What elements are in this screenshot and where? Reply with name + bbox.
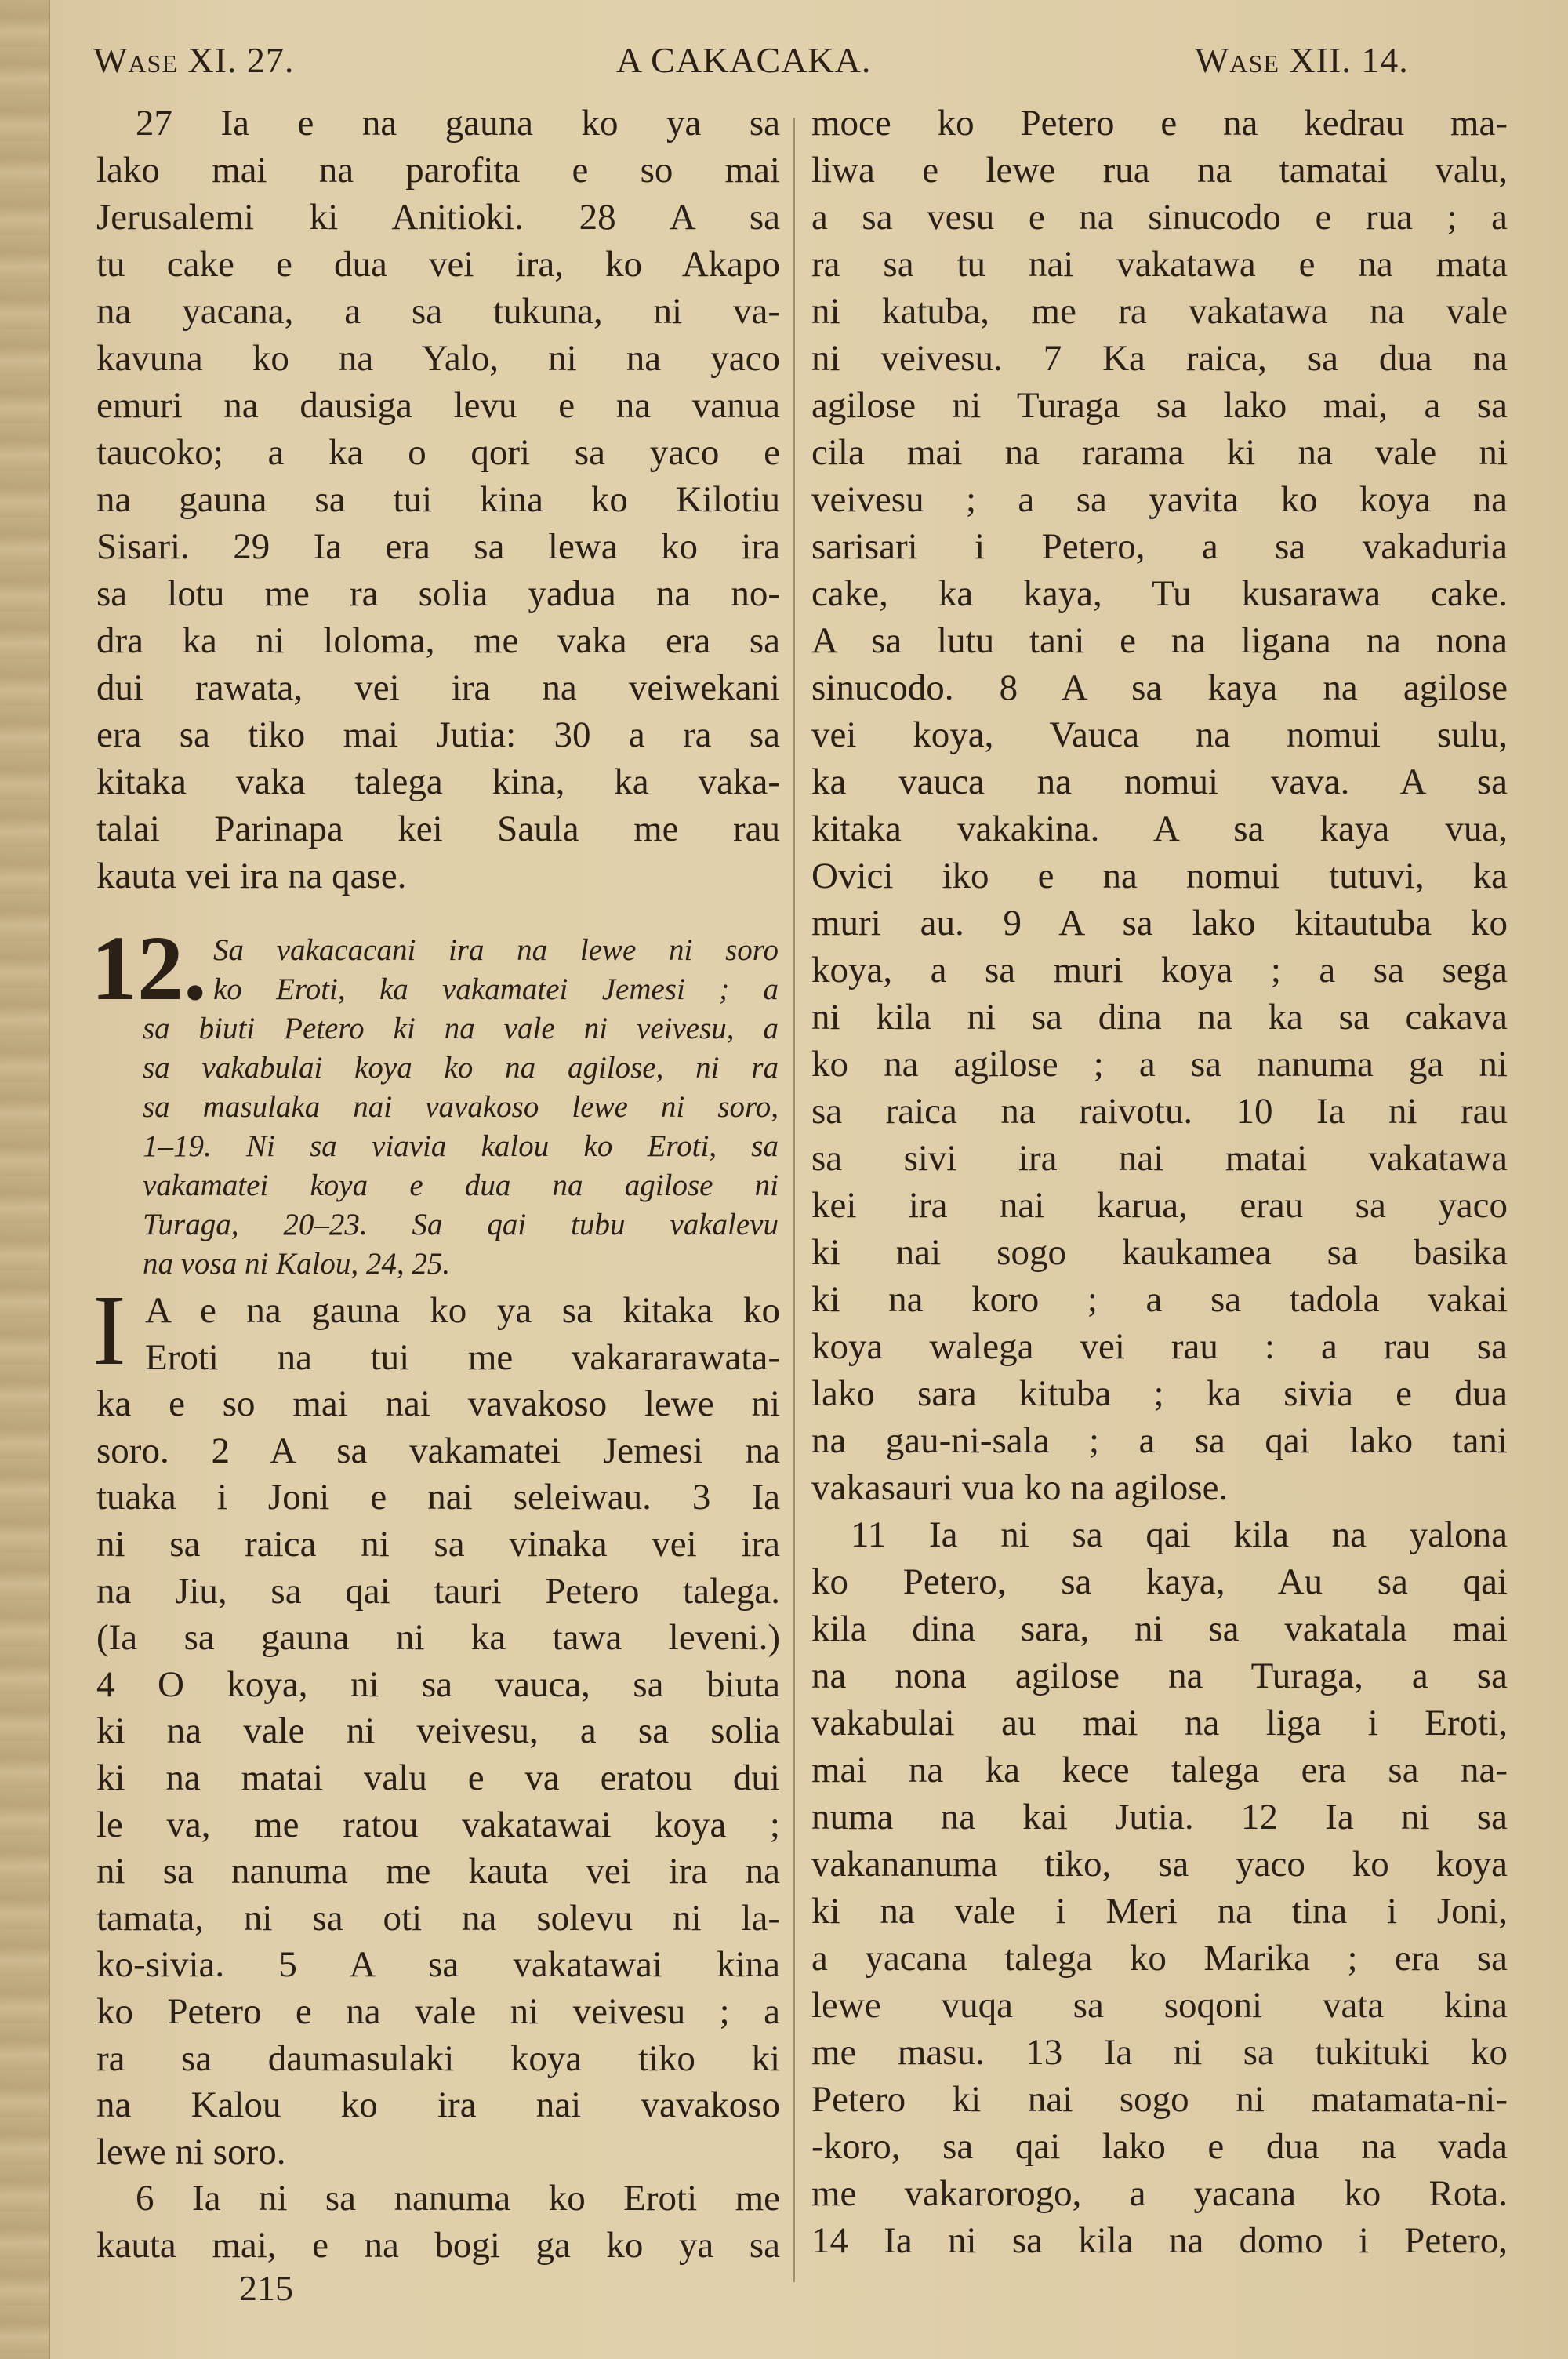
- text-line: cake, ka kaya, Tu kusarawa cake.: [811, 573, 1508, 614]
- text-line: Sisari. 29 Ia era sa lewa ko ira: [96, 526, 780, 567]
- text-line: lako mai na parofita e so mai: [96, 150, 780, 191]
- text-line: a sa vesu e na sinucodo e rua ; a: [811, 197, 1508, 238]
- text-line: kitaka vakakina. A sa kaya vua,: [811, 809, 1508, 849]
- text-line: 14 Ia ni sa kila na domo i Petero,: [811, 2220, 1508, 2261]
- text-line: ni kila ni sa dina na ka sa cakava: [811, 997, 1508, 1038]
- text-line: vei koya, Vauca na nomui sulu,: [811, 714, 1508, 755]
- text-line: lako sara kituba ; ka sivia e dua: [811, 1373, 1508, 1414]
- running-head-right: Wase XII. 14.: [1195, 40, 1409, 80]
- text-line: ka e so mai nai vavakoso lewe ni: [96, 1383, 780, 1425]
- text-line: sa masulaka nai vavakoso lewe ni soro,: [143, 1090, 779, 1124]
- text-line: ko Petero, sa kaya, Au sa qai: [811, 1561, 1508, 1602]
- text-line: kila dina sara, ni sa vakatala mai: [811, 1608, 1508, 1649]
- text-line: kauta mai, e na bogi ga ko ya sa: [96, 2224, 780, 2266]
- text-line: liwa e lewe rua na tamatai valu,: [811, 150, 1508, 191]
- text-line: Turaga, 20–23. Sa qai tubu vakalevu: [143, 1208, 779, 1241]
- text-line: era sa tiko mai Jutia: 30 a ra sa: [96, 714, 780, 755]
- left-column-verses: [96, 100, 780, 900]
- text-line: 11 Ia ni sa qai kila na yalona: [851, 1514, 1508, 1555]
- text-line: -koro, sa qai lako e dua na vada: [811, 2126, 1508, 2167]
- column-divider: [793, 118, 795, 2282]
- text-line: lewe ni soro.: [96, 2131, 286, 2172]
- text-line: ki na vale i Meri na tina i Joni,: [811, 1891, 1508, 1932]
- text-line: kei ira nai karua, erau sa yaco: [811, 1185, 1508, 1226]
- text-line: 6 Ia ni sa nanuma ko Eroti me: [136, 2178, 780, 2219]
- running-head-left: Wase XI. 27.: [93, 40, 295, 80]
- text-line: Sa vakacacani ira na lewe ni soro: [213, 933, 779, 967]
- text-line: ki na koro ; a sa tadola vakai: [811, 1279, 1508, 1320]
- text-line: ki na vale ni veivesu, a sa solia: [96, 1710, 780, 1752]
- text-line: ki nai sogo kaukamea sa basika: [811, 1232, 1508, 1273]
- text-line: vakamatei koya e dua na agilose ni: [143, 1169, 779, 1202]
- text-line: agilose ni Turaga sa lako mai, a sa: [811, 385, 1508, 426]
- text-line: ko-sivia. 5 A sa vakatawai kina: [96, 1944, 780, 1986]
- text-line: vakananuma tiko, sa yaco ko koya: [811, 1844, 1508, 1885]
- text-line: (Ia sa gauna ni ka tawa leveni.): [96, 1617, 780, 1659]
- text-line: na vosa ni Kalou, 24, 25.: [143, 1247, 451, 1281]
- text-line: me vakarorogo, a yacana ko Rota.: [811, 2173, 1508, 2214]
- text-line: 27 Ia e na gauna ko ya sa: [136, 103, 780, 144]
- text-line: soro. 2 A sa vakamatei Jemesi na: [96, 1430, 780, 1471]
- text-line: ni katuba, me ra vakatawa na vale: [811, 291, 1508, 332]
- text-line: mai na ka kece talega era sa na-: [811, 1750, 1508, 1790]
- text-line: kitaka vaka talega kina, ka vaka-: [96, 761, 780, 802]
- right-column-text: [811, 100, 1508, 2264]
- text-line: dui rawata, vei ira na veiwekani: [96, 667, 780, 708]
- text-line: na gau-ni-sala ; a sa qai lako tani: [811, 1420, 1508, 1461]
- text-line: ni veivesu. 7 Ka raica, sa dua na: [811, 338, 1508, 379]
- text-line: emuri na dausiga levu e na vanua: [96, 385, 780, 426]
- text-line: le va, me ratou vakatawai koya ;: [96, 1804, 780, 1845]
- text-line: ko Eroti, ka vakamatei Jemesi ; a: [213, 972, 779, 1006]
- text-line: sarisari i Petero, a sa vakaduria: [811, 526, 1508, 567]
- text-line: sa biuti Petero ki na vale ni veivesu, a: [143, 1012, 779, 1045]
- text-line: talai Parinapa kei Saula me rau: [96, 809, 780, 849]
- text-line: 4 O koya, ni sa vauca, sa biuta: [96, 1663, 780, 1705]
- text-line: Jerusalemi ki Anitioki. 28 A sa: [96, 197, 780, 238]
- chapter-summary: [143, 931, 779, 1284]
- text-line: ko Petero e na vale ni veivesu ; a: [96, 1990, 780, 2032]
- text-line: a yacana talega ko Marika ; era sa: [811, 1938, 1508, 1979]
- text-line: na yacana, a sa tukuna, ni va-: [96, 291, 780, 332]
- text-line: sa lotu me ra solia yadua na no-: [96, 573, 780, 614]
- text-line: na gauna sa tui kina ko Kilotiu: [96, 479, 780, 520]
- text-line: 1–19. Ni sa viavia kalou ko Eroti, sa: [143, 1129, 779, 1163]
- page-number: 215: [239, 2268, 293, 2308]
- text-line: ni sa nanuma me kauta vei ira na: [96, 1851, 780, 1892]
- text-line: ka vauca na nomui vava. A sa: [811, 761, 1508, 802]
- text-line: tamata, ni sa oti na solevu ni la-: [96, 1897, 780, 1939]
- text-line: tuaka i Joni e nai seleiwau. 3 Ia: [96, 1477, 780, 1518]
- text-line: koya, a sa muri koya ; a sa sega: [811, 950, 1508, 990]
- text-line: kauta vei ira na qase.: [96, 856, 407, 896]
- text-line: na nona agilose na Turaga, a sa: [811, 1656, 1508, 1696]
- text-line: sa vakabulai koya ko na agilose, ni ra: [143, 1051, 779, 1085]
- text-line: ki na matai valu e va eratou dui: [96, 1757, 780, 1798]
- text-line: sinucodo. 8 A sa kaya na agilose: [811, 667, 1508, 708]
- text-line: vakasauri vua ko na agilose.: [811, 1467, 1229, 1508]
- text-line: ra sa daumasulaki koya tiko ki: [96, 2037, 780, 2079]
- left-column-chapter-text: [96, 1288, 780, 2269]
- text-line: A sa lutu tani e na ligana na nona: [811, 620, 1508, 661]
- text-line: na Kalou ko ira nai vavakoso: [96, 2085, 780, 2126]
- text-line: lewe vuqa sa soqoni vata kina: [811, 1985, 1508, 2026]
- text-line: muri au. 9 A sa lako kitautuba ko: [811, 903, 1508, 943]
- text-line: Eroti na tui me vakararawata-: [145, 1336, 780, 1378]
- running-title: A CAKACAKA.: [616, 40, 872, 80]
- drop-cap: I: [93, 1274, 126, 1386]
- text-line: tu cake e dua vei ira, ko Akapo: [96, 244, 780, 285]
- text-line: Ovici iko e na nomui tutuvi, ka: [811, 856, 1508, 896]
- text-line: koya walega vei rau : a rau sa: [811, 1326, 1508, 1367]
- text-line: ra sa tu nai vakatawa e na mata: [811, 244, 1508, 285]
- adjacent-page-edge: [0, 0, 50, 2359]
- text-line: sa sivi ira nai matai vakatawa: [811, 1138, 1508, 1179]
- text-line: cila mai na rarama ki na vale ni: [811, 432, 1508, 473]
- chapter-number: 12.: [91, 917, 207, 1020]
- text-line: ni sa raica ni sa vinaka vei ira: [96, 1523, 780, 1565]
- text-line: kavuna ko na Yalo, ni na yaco: [96, 338, 780, 379]
- text-line: A e na gauna ko ya sa kitaka ko: [145, 1290, 780, 1331]
- text-line: dra ka ni loloma, me vaka era sa: [96, 620, 780, 661]
- text-line: veivesu ; a sa yavita ko koya na: [811, 479, 1508, 520]
- text-line: ko na agilose ; a sa nanuma ga ni: [811, 1044, 1508, 1085]
- text-line: taucoko; a ka o qori sa yaco e: [96, 432, 780, 473]
- text-line: me masu. 13 Ia ni sa tukituki ko: [811, 2032, 1508, 2073]
- text-line: sa raica na raivotu. 10 Ia ni rau: [811, 1091, 1508, 1132]
- text-line: Petero ki nai sogo ni matamata-ni-: [811, 2079, 1508, 2120]
- text-line: na Jiu, sa qai tauri Petero talega.: [96, 1570, 780, 1612]
- text-line: moce ko Petero e na kedrau ma-: [811, 103, 1508, 144]
- text-line: vakabulai au mai na liga i Eroti,: [811, 1703, 1508, 1743]
- text-line: numa na kai Jutia. 12 Ia ni sa: [811, 1797, 1508, 1837]
